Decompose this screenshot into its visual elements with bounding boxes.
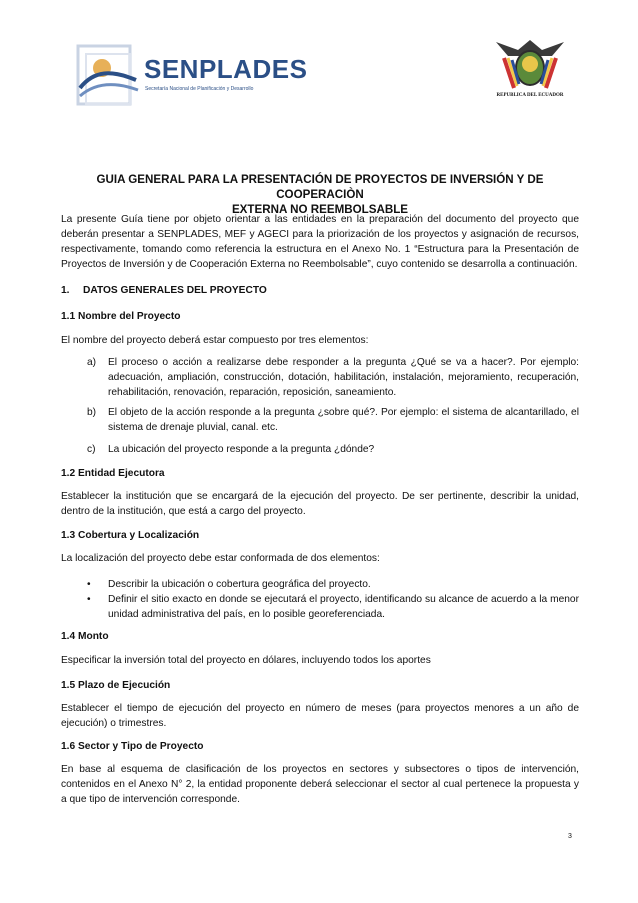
list-item-text: El proceso o acción a realizarse debe responder a la pregunta ¿Qué se va a hacer?. Por ejemplo: adecuación, ampliación, construcción, dotación, habilitación, instalación, mejoramiento, recuperación, rehabilitación, renovación, reparación, reposición, saneamiento. — [108, 357, 579, 398]
bullet-item-text: Definir el sitio exacto en donde se ejecutará el proyecto, identificando su alcance de acuerdo a la menor unidad administrativa del país, en lo posible georeferenciada. — [108, 594, 579, 620]
bullet-marker: • — [87, 579, 91, 590]
list-item — [87, 442, 579, 457]
section-1-5-heading: 1.5 Plazo de Ejecución — [61, 680, 171, 691]
intro-paragraph: La presente Guía tiene por objeto orientar a las entidades en la preparación del documento del proyecto que deberán presentar a SENPLADES, MEF y AGECI para la priorización de los proyectos y asignación de recursos, respectivamente, tomando como referencia la estructura en el Anexo No. 1 “Estructura para la Presentación de Proyectos de Inversión y de Cooperación Externa no Reembolsable”, cuyo contenido se desarrolla a continuación. — [61, 214, 579, 270]
page-number: 3 — [568, 833, 572, 840]
section-1-6-text: En base al esquema de clasificación de los proyectos en sectores y subsectores o tipos de intervención, contenidos en el Anexo N° 2, la entidad proponente deberá seleccionar el sector al cual pertenece la propuesta y a que tipo de intervención corresponde. — [61, 764, 579, 805]
section-1-heading — [61, 284, 267, 298]
section-1-4-text: Especificar la inversión total del proyecto en dólares, incluyendo todos los aportes — [61, 655, 431, 666]
coat-of-arms-icon — [482, 36, 578, 92]
bullet-item — [87, 577, 579, 592]
title-line-1: GUIA GENERAL PARA LA PRESENTACIÓN DE PROYECTOS DE INVERSIÓN Y DE COOPERACIÒN — [96, 173, 544, 201]
senplades-logo — [76, 40, 306, 112]
list-item — [87, 355, 579, 400]
list-item-text: El objeto de la acción responde a la pregunta ¿sobre qué?. Por ejemplo: el sistema de alcantarillado, el sistema de drenaje pluvial, canal. etc. — [108, 407, 579, 433]
section-1-2-heading: 1.2 Entidad Ejecutora — [61, 468, 165, 479]
section-1-1-heading: 1.1 Nombre del Proyecto — [61, 311, 181, 322]
section-1-4-heading: 1.4 Monto — [61, 631, 109, 642]
list-marker: c) — [87, 444, 96, 455]
section-1-title: DATOS GENERALES DEL PROYECTO — [83, 285, 267, 296]
bullet-item — [87, 592, 579, 622]
logo-text: SENPLADES — [144, 54, 308, 84]
crest-label: REPUBLICA DEL ECUADOR — [496, 93, 564, 98]
list-marker: b) — [87, 407, 97, 418]
section-1-1-text: El nombre del proyecto deberá estar compuesto por tres elementos: — [61, 335, 369, 346]
senplades-emblem-icon — [76, 40, 140, 112]
section-1-2-text: Establecer la institución que se encargará de la ejecución del proyecto. De ser pertinente, describir la unidad, dentro de la institución, que está a cargo del proyecto. — [61, 491, 579, 517]
section-1-5-text: Establecer el tiempo de ejecución del proyecto en número de meses (para proyectos menores a un año de ejecución) o trimestres. — [61, 703, 579, 729]
document-title — [60, 172, 580, 217]
bullet-item-text: Describir la ubicación o cobertura geográfica del proyecto. — [108, 579, 371, 590]
list-marker: a) — [87, 357, 97, 368]
section-1-number: 1. — [61, 285, 70, 296]
coat-of-arms — [482, 36, 578, 100]
section-1-3-text: La localización del proyecto debe estar conformada de dos elementos: — [61, 553, 380, 564]
list-item — [87, 405, 579, 435]
logo-subtitle: Secretaría Nacional de Planificación y Desarrollo — [145, 86, 254, 92]
title-line-2: EXTERNA NO REEMBOLSABLE — [231, 203, 409, 216]
section-1-6-heading: 1.6 Sector y Tipo de Proyecto — [61, 741, 204, 752]
bullet-marker: • — [87, 594, 91, 605]
section-1-3-heading: 1.3 Cobertura y Localización — [61, 530, 200, 541]
list-item-text: La ubicación del proyecto responde a la pregunta ¿dónde? — [108, 444, 375, 455]
